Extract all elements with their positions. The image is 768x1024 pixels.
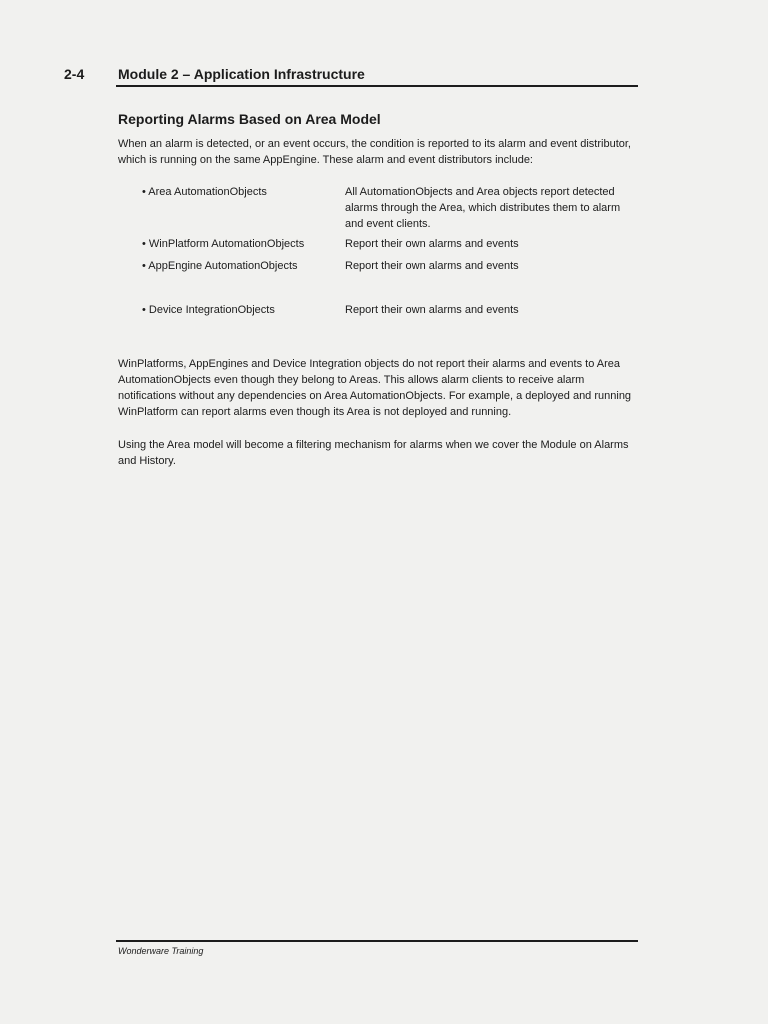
distributor-object: • WinPlatform AutomationObjects <box>142 238 305 250</box>
section-heading: Reporting Alarms Based on Area Model <box>118 111 381 127</box>
distributor-object: • Area AutomationObjects <box>142 186 267 198</box>
intro-paragraph: When an alarm is detected, or an event occurs, the condition is reported to its alarm and event distributor, which is running on the same AppEngine. These alarm and event distributors include: <box>118 138 631 166</box>
body-paragraph: WinPlatforms, AppEngines and Device Integration objects do not report their alarms and events to Area AutomationObjects even though they belong to Areas. This allows alarm clients to receive alarm notifications without any dependencies on Area AutomationObjects. For example, a deployed and running WinPlatform can report alarms even though its Area is not deployed and running. <box>118 358 632 418</box>
module-title: Module 2 – Application Infrastructure <box>118 66 365 82</box>
distributor-object: • AppEngine AutomationObjects <box>142 260 298 272</box>
distributor-description: Report their own alarms and events <box>345 260 519 272</box>
page-number: 2-4 <box>64 66 85 82</box>
distributor-description: Report their own alarms and events <box>345 304 519 316</box>
footer-divider <box>116 940 638 942</box>
body-paragraph: Using the Area model will become a filtering mechanism for alarms when we cover the Module on Alarms and History. <box>118 439 629 467</box>
distributor-description: Report their own alarms and events <box>345 238 519 250</box>
footer-text: Wonderware Training <box>118 946 204 956</box>
distributor-description: All AutomationObjects and Area objects report detected alarms through the Area, which distributes them to alarm and event clients. <box>345 186 621 230</box>
header-divider <box>116 85 638 87</box>
distributor-object: • Device IntegrationObjects <box>142 304 275 316</box>
